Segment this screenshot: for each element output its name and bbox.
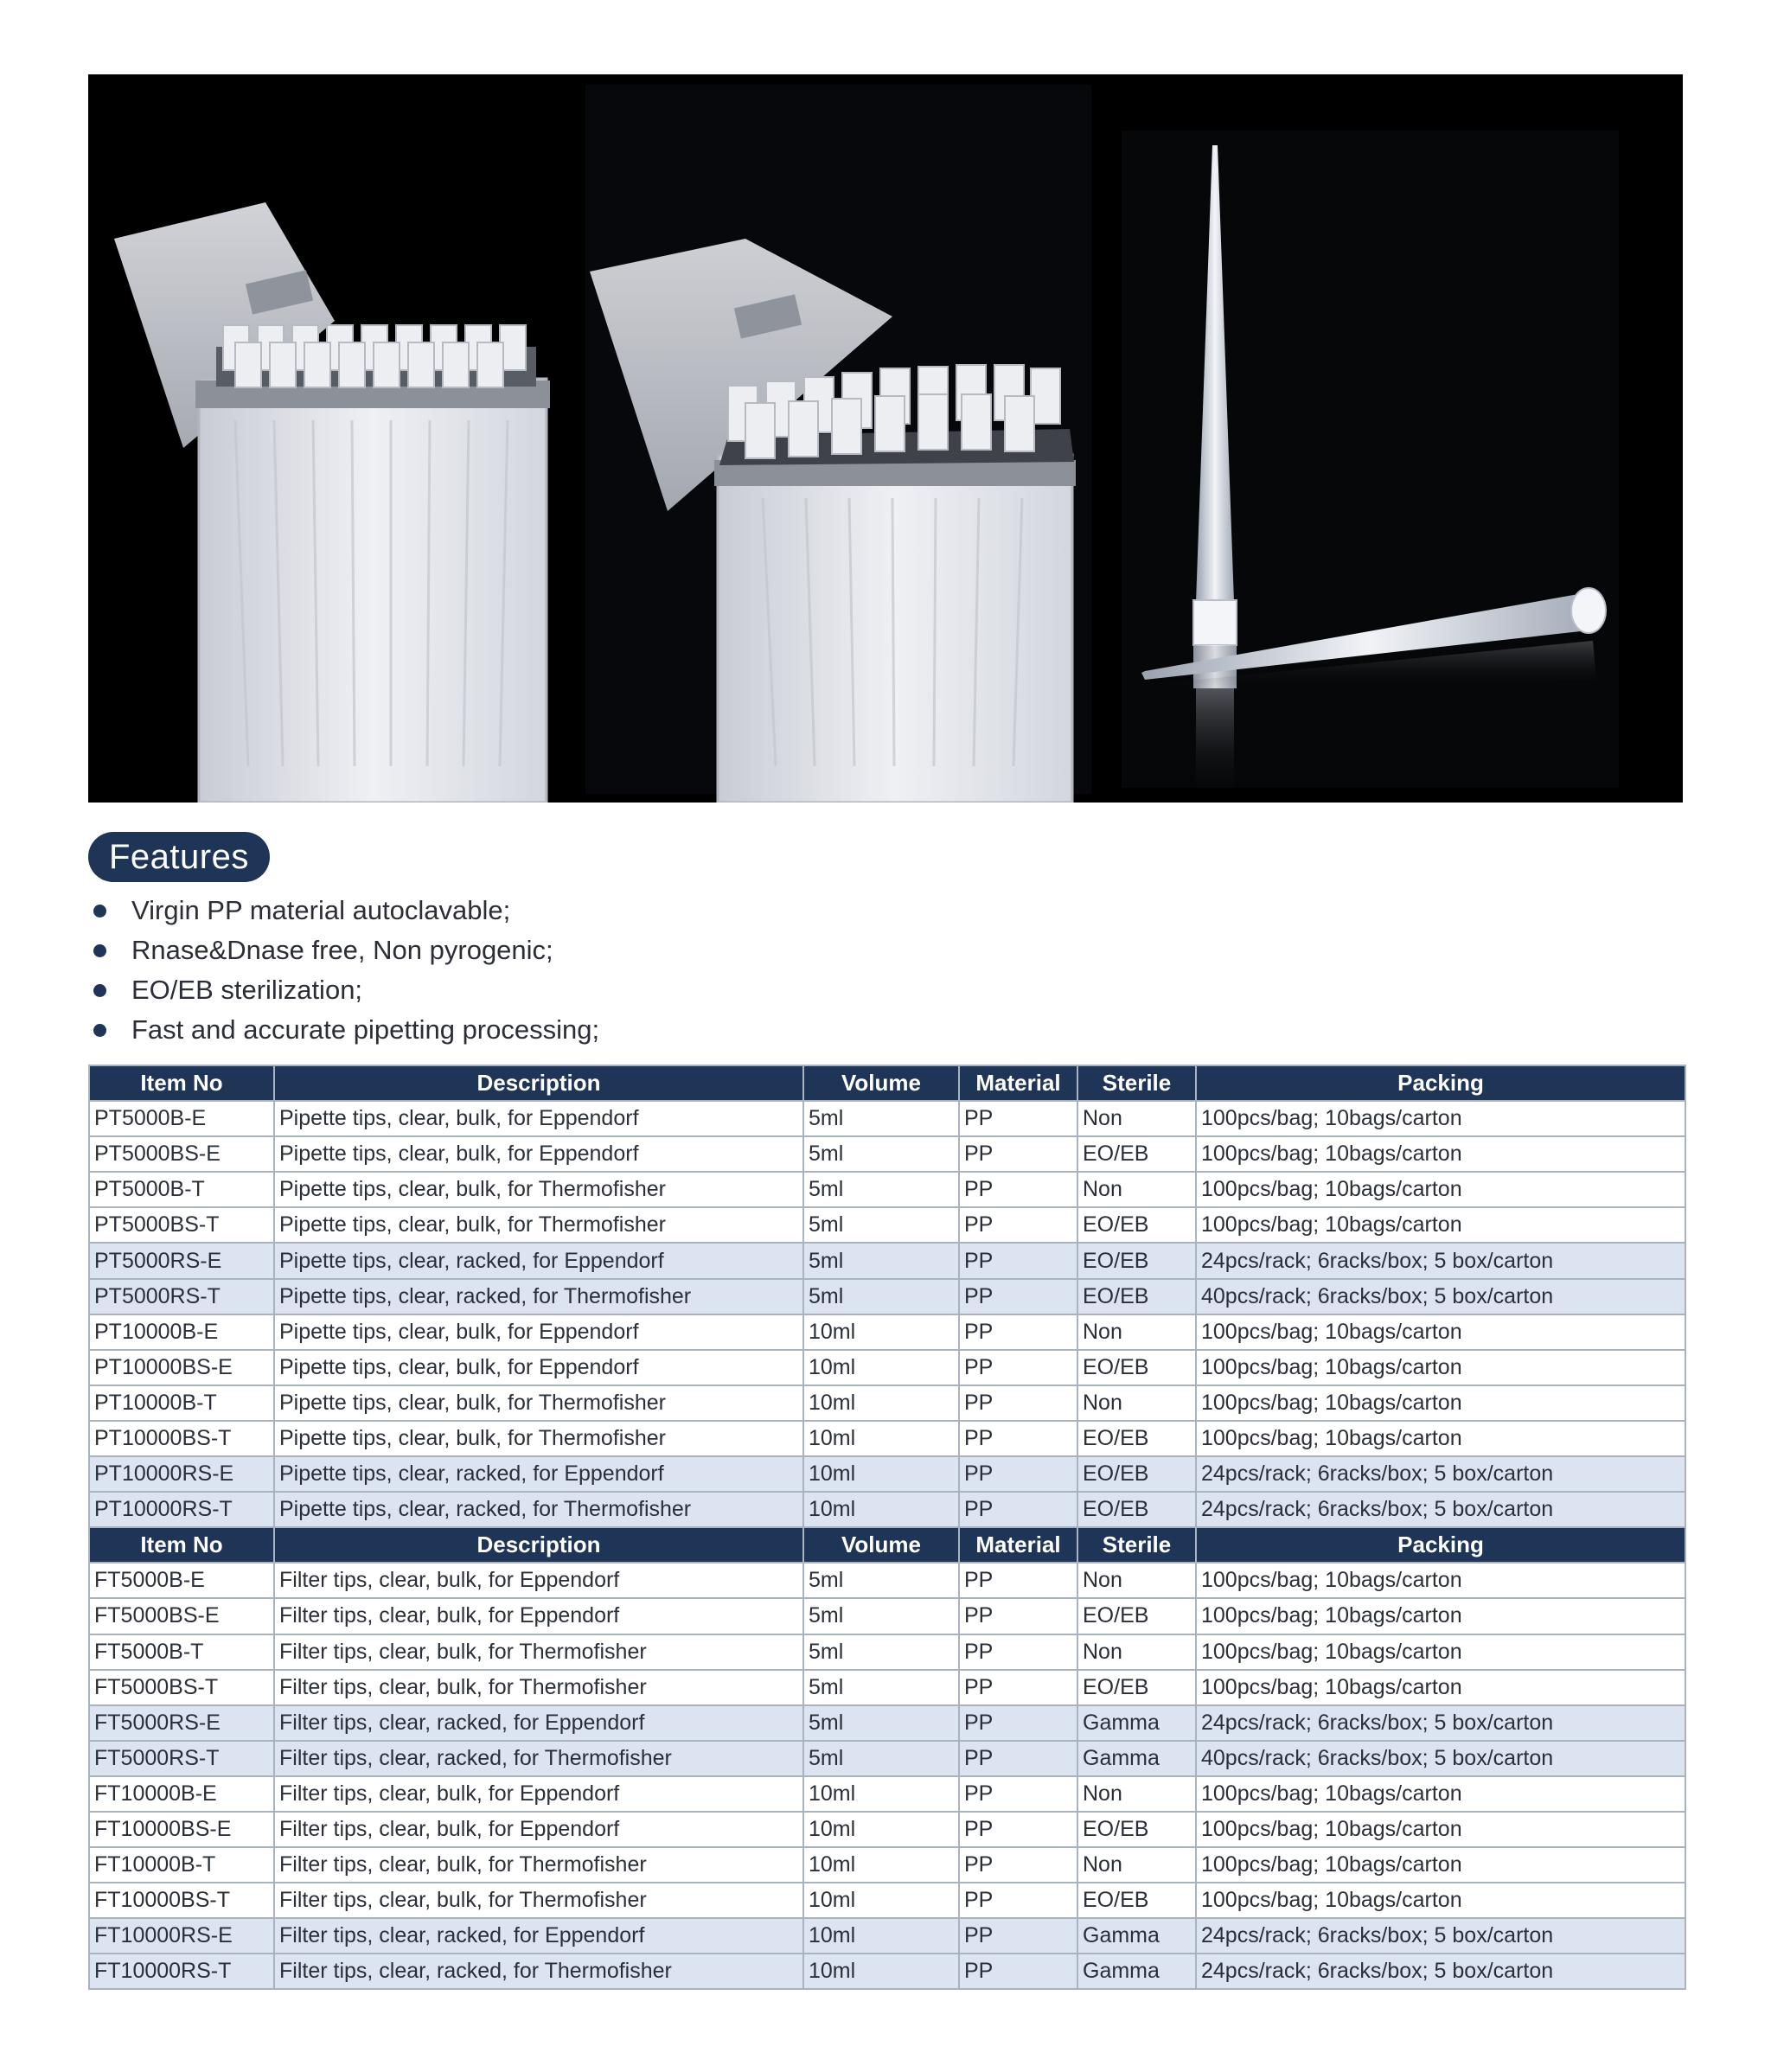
sterile-cell: EO/EB bbox=[1077, 1350, 1196, 1385]
material-cell: PP bbox=[959, 1670, 1077, 1705]
packing-cell: 100pcs/bag; 10bags/carton bbox=[1196, 1598, 1685, 1634]
material-cell: PP bbox=[959, 1421, 1077, 1456]
table-row bbox=[89, 1883, 1685, 1918]
material-cell: PP bbox=[959, 1776, 1077, 1812]
material-cell: PP bbox=[959, 1812, 1077, 1847]
table-row bbox=[89, 1598, 1685, 1634]
material-cell: PP bbox=[959, 1883, 1077, 1918]
sterile-cell: EO/EB bbox=[1077, 1243, 1196, 1278]
volume-cell: 10ml bbox=[803, 1883, 959, 1918]
table-row bbox=[89, 1243, 1685, 1278]
packing-cell: 100pcs/bag; 10bags/carton bbox=[1196, 1634, 1685, 1670]
table-row bbox=[89, 1918, 1685, 1954]
volume-cell: 10ml bbox=[803, 1456, 959, 1492]
packing-cell: 100pcs/bag; 10bags/carton bbox=[1196, 1883, 1685, 1918]
description-cell: Filter tips, clear, bulk, for Eppendorf bbox=[274, 1563, 803, 1598]
material-cell: PP bbox=[959, 1954, 1077, 1989]
column-header: Packing bbox=[1196, 1065, 1685, 1101]
table-row bbox=[89, 1563, 1685, 1598]
table-header-row bbox=[89, 1527, 1685, 1563]
spec-table-body bbox=[89, 1065, 1685, 1989]
description-cell: Filter tips, clear, racked, for Eppendorf bbox=[274, 1918, 803, 1954]
feature-item bbox=[90, 970, 599, 1010]
item-no-cell: FT10000BS-T bbox=[89, 1883, 274, 1918]
item-no-cell: FT10000B-T bbox=[89, 1847, 274, 1883]
material-cell: PP bbox=[959, 1918, 1077, 1954]
table-row bbox=[89, 1776, 1685, 1812]
item-no-cell: PT10000BS-T bbox=[89, 1421, 274, 1456]
volume-cell: 5ml bbox=[803, 1279, 959, 1314]
material-cell: PP bbox=[959, 1385, 1077, 1421]
volume-cell: 5ml bbox=[803, 1101, 959, 1136]
sterile-cell: Non bbox=[1077, 1385, 1196, 1421]
feature-text: EO/EB sterilization; bbox=[131, 975, 363, 1005]
volume-cell: 5ml bbox=[803, 1634, 959, 1670]
volume-cell: 10ml bbox=[803, 1918, 959, 1954]
bullet-icon bbox=[93, 1024, 106, 1037]
item-no-cell: PT10000RS-T bbox=[89, 1492, 274, 1527]
feature-item bbox=[90, 930, 599, 970]
volume-cell: 5ml bbox=[803, 1598, 959, 1634]
sterile-cell: EO/EB bbox=[1077, 1136, 1196, 1172]
table-row bbox=[89, 1136, 1685, 1172]
volume-cell: 5ml bbox=[803, 1563, 959, 1598]
sterile-cell: Non bbox=[1077, 1314, 1196, 1350]
volume-cell: 10ml bbox=[803, 1314, 959, 1350]
item-no-cell: FT5000RS-T bbox=[89, 1741, 274, 1776]
table-row bbox=[89, 1101, 1685, 1136]
volume-cell: 5ml bbox=[803, 1741, 959, 1776]
material-cell: PP bbox=[959, 1563, 1077, 1598]
features-heading: Features bbox=[88, 832, 270, 882]
material-cell: PP bbox=[959, 1634, 1077, 1670]
sterile-cell: EO/EB bbox=[1077, 1207, 1196, 1243]
column-header: Packing bbox=[1196, 1527, 1685, 1563]
sterile-cell: EO/EB bbox=[1077, 1421, 1196, 1456]
column-header: Description bbox=[274, 1065, 803, 1101]
packing-cell: 100pcs/bag; 10bags/carton bbox=[1196, 1207, 1685, 1243]
packing-cell: 40pcs/rack; 6racks/box; 5 box/carton bbox=[1196, 1741, 1685, 1776]
feature-item bbox=[90, 891, 599, 930]
description-cell: Pipette tips, clear, bulk, for Thermofisher bbox=[274, 1385, 803, 1421]
material-cell: PP bbox=[959, 1314, 1077, 1350]
description-cell: Pipette tips, clear, bulk, for Eppendorf bbox=[274, 1136, 803, 1172]
packing-cell: 24pcs/rack; 6racks/box; 5 box/carton bbox=[1196, 1705, 1685, 1741]
description-cell: Pipette tips, clear, bulk, for Eppendorf bbox=[274, 1350, 803, 1385]
column-header: Description bbox=[274, 1527, 803, 1563]
sterile-cell: EO/EB bbox=[1077, 1812, 1196, 1847]
sterile-cell: EO/EB bbox=[1077, 1883, 1196, 1918]
description-cell: Filter tips, clear, racked, for Thermofisher bbox=[274, 1741, 803, 1776]
volume-cell: 5ml bbox=[803, 1705, 959, 1741]
material-cell: PP bbox=[959, 1172, 1077, 1207]
material-cell: PP bbox=[959, 1207, 1077, 1243]
packing-cell: 24pcs/rack; 6racks/box; 5 box/carton bbox=[1196, 1243, 1685, 1278]
volume-cell: 10ml bbox=[803, 1492, 959, 1527]
material-cell: PP bbox=[959, 1243, 1077, 1278]
item-no-cell: FT10000RS-T bbox=[89, 1954, 274, 1989]
table-row bbox=[89, 1670, 1685, 1705]
sterile-cell: EO/EB bbox=[1077, 1598, 1196, 1634]
table-row bbox=[89, 1954, 1685, 1989]
spec-table bbox=[88, 1065, 1686, 1990]
column-header: Sterile bbox=[1077, 1065, 1196, 1101]
feature-text: Rnase&Dnase free, Non pyrogenic; bbox=[131, 935, 553, 965]
bullet-icon bbox=[93, 944, 106, 957]
material-cell: PP bbox=[959, 1741, 1077, 1776]
packing-cell: 24pcs/rack; 6racks/box; 5 box/carton bbox=[1196, 1492, 1685, 1527]
volume-cell: 5ml bbox=[803, 1136, 959, 1172]
packing-cell: 100pcs/bag; 10bags/carton bbox=[1196, 1670, 1685, 1705]
item-no-cell: FT10000RS-E bbox=[89, 1918, 274, 1954]
table-row bbox=[89, 1172, 1685, 1207]
material-cell: PP bbox=[959, 1279, 1077, 1314]
bullet-icon bbox=[93, 984, 106, 997]
material-cell: PP bbox=[959, 1598, 1077, 1634]
volume-cell: 10ml bbox=[803, 1385, 959, 1421]
packing-cell: 24pcs/rack; 6racks/box; 5 box/carton bbox=[1196, 1456, 1685, 1492]
column-header: Item No bbox=[89, 1065, 274, 1101]
item-no-cell: PT5000B-E bbox=[89, 1101, 274, 1136]
description-cell: Pipette tips, clear, racked, for Eppendorf bbox=[274, 1243, 803, 1278]
item-no-cell: FT10000BS-E bbox=[89, 1812, 274, 1847]
column-header: Material bbox=[959, 1527, 1077, 1563]
material-cell: PP bbox=[959, 1847, 1077, 1883]
column-header: Volume bbox=[803, 1527, 959, 1563]
item-no-cell: PT5000RS-T bbox=[89, 1279, 274, 1314]
material-cell: PP bbox=[959, 1136, 1077, 1172]
description-cell: Pipette tips, clear, racked, for Thermofisher bbox=[274, 1492, 803, 1527]
item-no-cell: FT10000B-E bbox=[89, 1776, 274, 1812]
packing-cell: 100pcs/bag; 10bags/carton bbox=[1196, 1563, 1685, 1598]
table-header-row bbox=[89, 1065, 1685, 1101]
material-cell: PP bbox=[959, 1492, 1077, 1527]
description-cell: Filter tips, clear, racked, for Eppendorf bbox=[274, 1705, 803, 1741]
column-header: Sterile bbox=[1077, 1527, 1196, 1563]
volume-cell: 10ml bbox=[803, 1421, 959, 1456]
item-no-cell: FT5000B-E bbox=[89, 1563, 274, 1598]
description-cell: Filter tips, clear, bulk, for Thermofisher bbox=[274, 1670, 803, 1705]
description-cell: Filter tips, clear, racked, for Thermofisher bbox=[274, 1954, 803, 1989]
volume-cell: 10ml bbox=[803, 1350, 959, 1385]
table-row bbox=[89, 1314, 1685, 1350]
description-cell: Pipette tips, clear, bulk, for Thermofisher bbox=[274, 1207, 803, 1243]
column-header: Volume bbox=[803, 1065, 959, 1101]
table-row bbox=[89, 1634, 1685, 1670]
sterile-cell: Non bbox=[1077, 1776, 1196, 1812]
table-row bbox=[89, 1279, 1685, 1314]
item-no-cell: PT10000RS-E bbox=[89, 1456, 274, 1492]
feature-text: Fast and accurate pipetting processing; bbox=[131, 1014, 600, 1045]
packing-cell: 100pcs/bag; 10bags/carton bbox=[1196, 1776, 1685, 1812]
item-no-cell: PT10000BS-E bbox=[89, 1350, 274, 1385]
table-row bbox=[89, 1492, 1685, 1527]
item-no-cell: FT5000BS-T bbox=[89, 1670, 274, 1705]
volume-cell: 10ml bbox=[803, 1812, 959, 1847]
volume-cell: 5ml bbox=[803, 1207, 959, 1243]
description-cell: Filter tips, clear, bulk, for Thermofisher bbox=[274, 1634, 803, 1670]
item-no-cell: PT5000BS-E bbox=[89, 1136, 274, 1172]
volume-cell: 5ml bbox=[803, 1172, 959, 1207]
packing-cell: 24pcs/rack; 6racks/box; 5 box/carton bbox=[1196, 1918, 1685, 1954]
description-cell: Pipette tips, clear, bulk, for Thermofisher bbox=[274, 1172, 803, 1207]
column-header: Item No bbox=[89, 1527, 274, 1563]
packing-cell: 100pcs/bag; 10bags/carton bbox=[1196, 1421, 1685, 1456]
table-row bbox=[89, 1456, 1685, 1492]
packing-cell: 40pcs/rack; 6racks/box; 5 box/carton bbox=[1196, 1279, 1685, 1314]
packing-cell: 100pcs/bag; 10bags/carton bbox=[1196, 1385, 1685, 1421]
description-cell: Pipette tips, clear, bulk, for Eppendorf bbox=[274, 1314, 803, 1350]
sterile-cell: Gamma bbox=[1077, 1954, 1196, 1989]
packing-cell: 100pcs/bag; 10bags/carton bbox=[1196, 1314, 1685, 1350]
table-row bbox=[89, 1847, 1685, 1883]
item-no-cell: PT10000B-E bbox=[89, 1314, 274, 1350]
description-cell: Filter tips, clear, bulk, for Eppendorf bbox=[274, 1812, 803, 1847]
material-cell: PP bbox=[959, 1705, 1077, 1741]
item-no-cell: PT5000BS-T bbox=[89, 1207, 274, 1243]
sterile-cell: Non bbox=[1077, 1101, 1196, 1136]
packing-cell: 24pcs/rack; 6racks/box; 5 box/carton bbox=[1196, 1954, 1685, 1989]
sterile-cell: Gamma bbox=[1077, 1918, 1196, 1954]
feature-text: Virgin PP material autoclavable; bbox=[131, 895, 511, 925]
description-cell: Filter tips, clear, bulk, for Thermofisher bbox=[274, 1883, 803, 1918]
product-photo bbox=[88, 74, 1683, 803]
volume-cell: 5ml bbox=[803, 1243, 959, 1278]
sterile-cell: EO/EB bbox=[1077, 1279, 1196, 1314]
item-no-cell: PT5000B-T bbox=[89, 1172, 274, 1207]
description-cell: Pipette tips, clear, racked, for Thermofisher bbox=[274, 1279, 803, 1314]
table-row bbox=[89, 1207, 1685, 1243]
bullet-icon bbox=[93, 905, 106, 918]
feature-item bbox=[90, 1010, 599, 1050]
sterile-cell: EO/EB bbox=[1077, 1670, 1196, 1705]
sterile-cell: Non bbox=[1077, 1172, 1196, 1207]
item-no-cell: PT5000RS-E bbox=[89, 1243, 274, 1278]
description-cell: Pipette tips, clear, bulk, for Eppendorf bbox=[274, 1101, 803, 1136]
packing-cell: 100pcs/bag; 10bags/carton bbox=[1196, 1136, 1685, 1172]
sterile-cell: Gamma bbox=[1077, 1705, 1196, 1741]
description-cell: Filter tips, clear, bulk, for Thermofisher bbox=[274, 1847, 803, 1883]
packing-cell: 100pcs/bag; 10bags/carton bbox=[1196, 1350, 1685, 1385]
features-list bbox=[90, 891, 599, 1050]
sterile-cell: Gamma bbox=[1077, 1741, 1196, 1776]
volume-cell: 10ml bbox=[803, 1847, 959, 1883]
description-cell: Pipette tips, clear, racked, for Eppendorf bbox=[274, 1456, 803, 1492]
table-row bbox=[89, 1385, 1685, 1421]
sterile-cell: Non bbox=[1077, 1563, 1196, 1598]
item-no-cell: FT5000B-T bbox=[89, 1634, 274, 1670]
item-no-cell: FT5000RS-E bbox=[89, 1705, 274, 1741]
description-cell: Filter tips, clear, bulk, for Eppendorf bbox=[274, 1598, 803, 1634]
volume-cell: 10ml bbox=[803, 1776, 959, 1812]
table-row bbox=[89, 1705, 1685, 1741]
packing-cell: 100pcs/bag; 10bags/carton bbox=[1196, 1101, 1685, 1136]
table-row bbox=[89, 1812, 1685, 1847]
sterile-cell: Non bbox=[1077, 1634, 1196, 1670]
table-row bbox=[89, 1741, 1685, 1776]
material-cell: PP bbox=[959, 1456, 1077, 1492]
packing-cell: 100pcs/bag; 10bags/carton bbox=[1196, 1172, 1685, 1207]
packing-cell: 100pcs/bag; 10bags/carton bbox=[1196, 1847, 1685, 1883]
description-cell: Filter tips, clear, bulk, for Eppendorf bbox=[274, 1776, 803, 1812]
volume-cell: 10ml bbox=[803, 1954, 959, 1989]
description-cell: Pipette tips, clear, bulk, for Thermofisher bbox=[274, 1421, 803, 1456]
table-row bbox=[89, 1350, 1685, 1385]
volume-cell: 5ml bbox=[803, 1670, 959, 1705]
packing-cell: 100pcs/bag; 10bags/carton bbox=[1196, 1812, 1685, 1847]
sterile-cell: EO/EB bbox=[1077, 1492, 1196, 1527]
material-cell: PP bbox=[959, 1101, 1077, 1136]
table-row bbox=[89, 1421, 1685, 1456]
material-cell: PP bbox=[959, 1350, 1077, 1385]
item-no-cell: PT10000B-T bbox=[89, 1385, 274, 1421]
item-no-cell: FT5000BS-E bbox=[89, 1598, 274, 1634]
sterile-cell: EO/EB bbox=[1077, 1456, 1196, 1492]
sterile-cell: Non bbox=[1077, 1847, 1196, 1883]
column-header: Material bbox=[959, 1065, 1077, 1101]
